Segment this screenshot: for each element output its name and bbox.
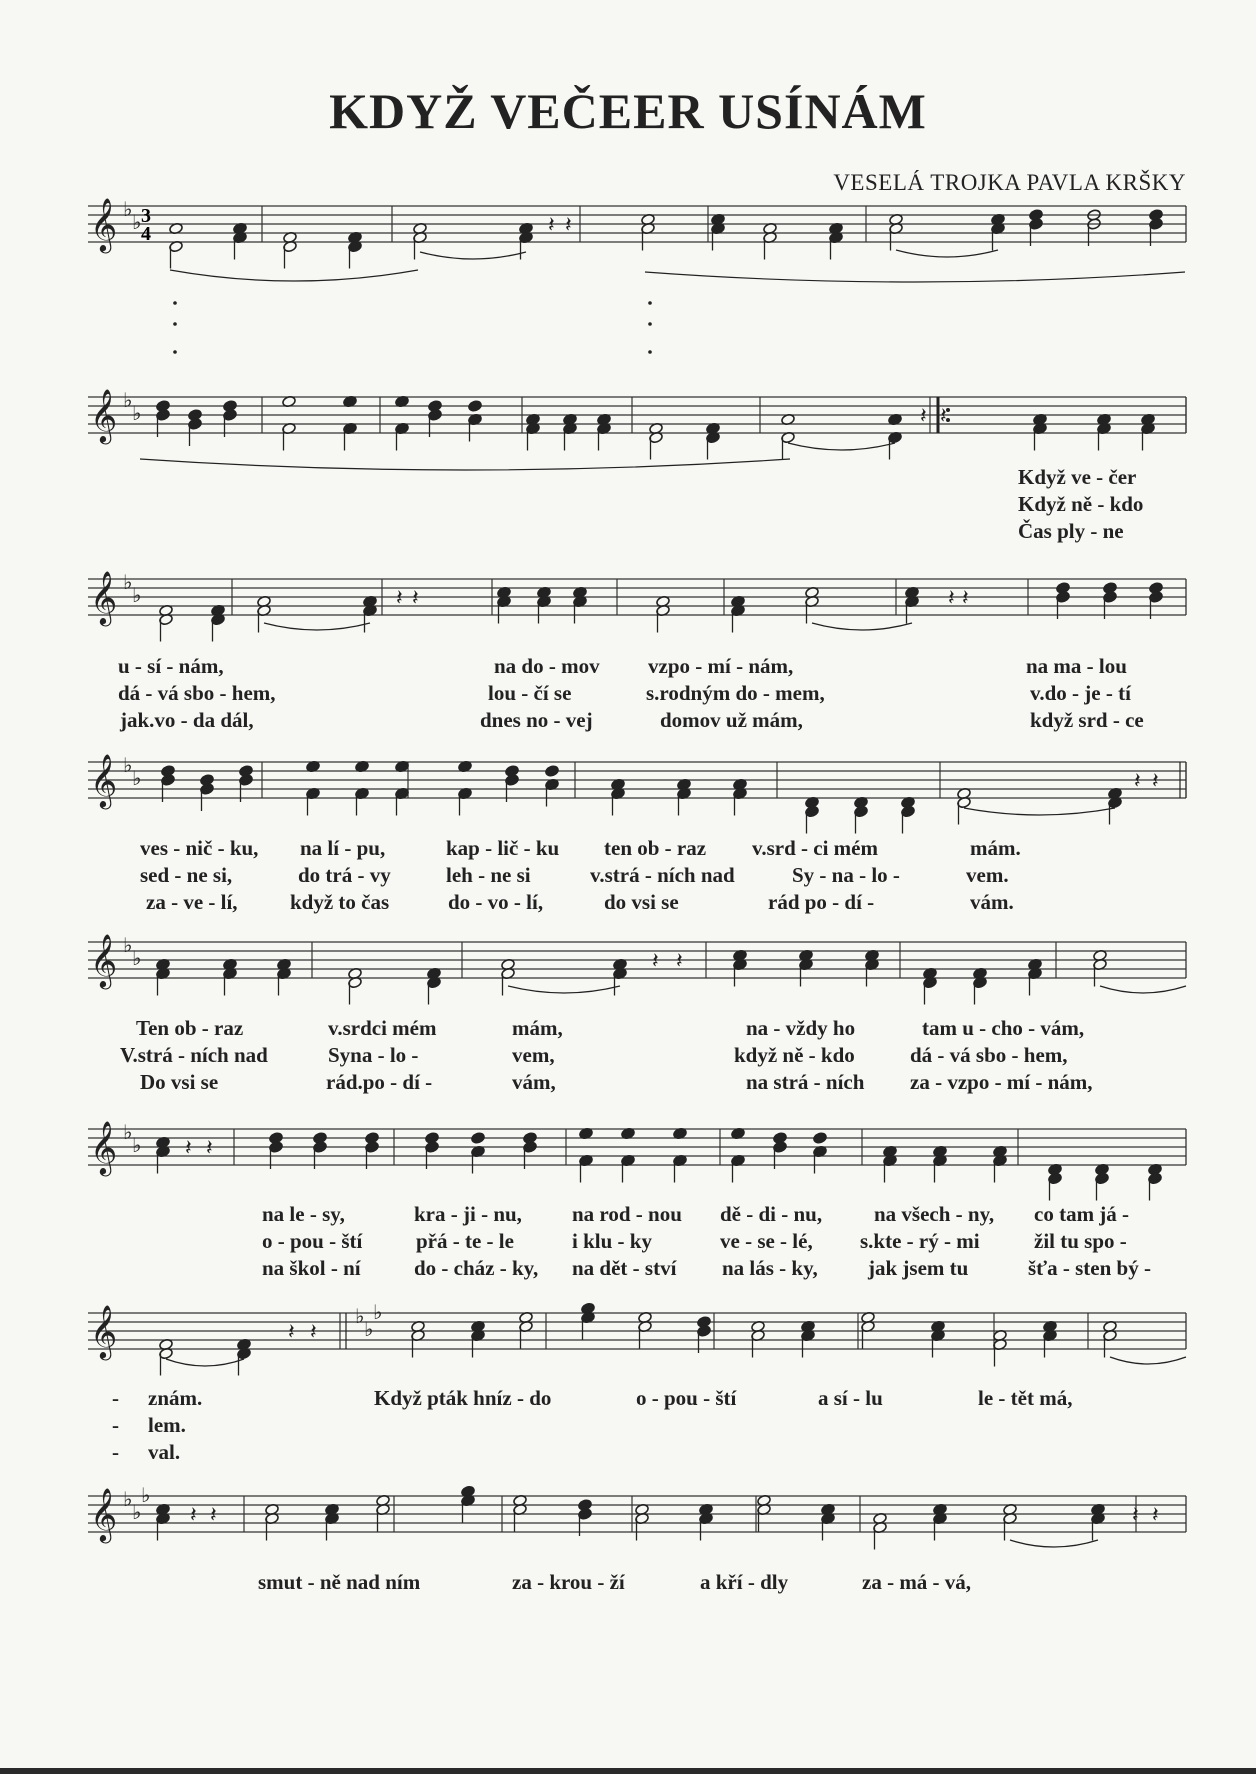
flat-sign-icon: ♭ (132, 766, 142, 790)
quarter-rest-icon: 𝄽 (676, 949, 683, 974)
lyric-phrase: za - má - vá, (862, 1570, 972, 1594)
note-head (471, 1132, 486, 1145)
lyric-phrase: vzpo - mí - nám, (648, 654, 794, 678)
quarter-rest-icon: 𝄽 (1132, 1503, 1139, 1528)
lyric-phrase: dá - vá sbo - hem, (910, 1043, 1068, 1067)
lyric-phrase: ves - nič - ku, (140, 836, 259, 860)
lyric-line (0, 1202, 1130, 1230)
lyric-line (0, 681, 1131, 709)
lyric-phrase: kra - ji - nu, (414, 1202, 522, 1226)
note-head (813, 1132, 828, 1145)
quarter-rest-icon: 𝄽 (940, 404, 947, 429)
tie (812, 623, 912, 630)
lyric-phrase: do - vo - lí, (448, 890, 544, 914)
lyric-phrase: val. (148, 1440, 181, 1464)
treble-clef-icon: 𝄞 (90, 197, 118, 251)
lyric-phrase: V.strá - ních nad (120, 1043, 268, 1067)
flat-sign-icon: ♭ (132, 946, 142, 970)
quarter-rest-icon: 𝄽 (920, 404, 927, 429)
lyric-phrase: na do - mov (494, 654, 600, 678)
quarter-rest-icon: 𝄽 (412, 586, 419, 611)
lyric-line (0, 492, 1144, 520)
lyric-phrase: Syna - lo - (328, 1043, 419, 1067)
flat-sign-icon: ♭ (355, 1304, 365, 1328)
lyric-phrase: leh - ne si (446, 863, 531, 887)
lyric-line (0, 1070, 1098, 1098)
tie (964, 808, 1115, 815)
lyric-phrase: vám, (512, 1070, 556, 1094)
quarter-rest-icon: 𝄽 (288, 1320, 295, 1345)
lyric-phrase: jak jsem tu (868, 1256, 969, 1280)
lyric-phrase: Ten ob - raz (136, 1016, 244, 1040)
lyric-phrase: a sí - lu (818, 1386, 883, 1410)
quarter-rest-icon: 𝄽 (210, 1503, 217, 1528)
time-signature-bottom: 4 (141, 223, 151, 245)
lyric-phrase: přá - te - le (416, 1229, 514, 1253)
treble-clef-icon: 𝄞 (90, 570, 118, 624)
note-head (545, 765, 560, 778)
flat-sign-icon: ♭ (132, 210, 142, 234)
lyric-line (0, 465, 1137, 493)
time-signature-top: 3 (141, 205, 151, 227)
lyric-phrase: mám, (512, 1016, 563, 1040)
lyric-phrase: šťa - sten bý - (1028, 1256, 1151, 1280)
lyric-phrase: o - pou - ští (636, 1386, 737, 1410)
lyric-line (0, 708, 1144, 736)
lyric-phrase: sed - ne si, (140, 863, 233, 887)
lyric-phrase: dě - di - nu, (720, 1202, 823, 1226)
flat-sign-icon: ♭ (123, 1487, 133, 1511)
flat-sign-icon: ♭ (132, 1500, 142, 1524)
quarter-rest-icon: 𝄽 (652, 949, 659, 974)
lyric-phrase: do - cház - ky, (414, 1256, 539, 1280)
lyric-phrase: na - vždy ho (746, 1016, 856, 1040)
quarter-rest-icon: 𝄽 (948, 586, 955, 611)
lyric-line (0, 1386, 1098, 1414)
lyric-phrase: co tam já - (1034, 1202, 1130, 1226)
dot (648, 301, 652, 305)
lyric-line (0, 863, 1098, 891)
dot (648, 322, 652, 326)
lyric-phrase: a kří - dly (700, 1570, 789, 1594)
dot (173, 350, 177, 354)
lyric-phrase: le - tět má, (978, 1386, 1073, 1410)
lyric-line (0, 519, 1124, 547)
lyric-phrase: tam u - cho - vám, (922, 1016, 1085, 1040)
lyric-phrase: rád.po - dí - (326, 1070, 433, 1094)
lyric-phrase: na rod - nou (572, 1202, 682, 1226)
lyric-phrase: na le - sy, (262, 1202, 345, 1226)
treble-clef-icon: 𝄞 (90, 933, 118, 987)
note-head (468, 400, 483, 413)
lyric-phrase: na dět - ství (572, 1256, 677, 1280)
quarter-rest-icon: 𝄽 (1152, 1503, 1159, 1528)
lyric-phrase: lou - čí se (488, 681, 572, 705)
quarter-rest-icon: 𝄽 (548, 213, 555, 238)
lyric-phrase: v.strá - ních nad (590, 863, 735, 887)
flat-sign-icon: ♭ (123, 933, 133, 957)
quarter-rest-icon: 𝄽 (565, 213, 572, 238)
flat-sign-icon: ♭ (123, 753, 133, 777)
flat-sign-icon: ♭ (141, 1483, 151, 1507)
lyric-phrase: - (112, 1386, 119, 1410)
lyric-phrase: dnes no - vej (480, 708, 593, 732)
lyric-phrase: když ně - kdo (734, 1043, 855, 1067)
treble-clef-icon: 𝄞 (90, 753, 118, 807)
lyric-line (0, 1256, 1151, 1284)
lyric-phrase: rád po - dí - (768, 890, 875, 914)
lyric-line (0, 1413, 1098, 1441)
lyric-phrase: na škol - ní (262, 1256, 361, 1280)
lyric-phrase: Když pták hníz - do (374, 1386, 552, 1410)
treble-clef-icon: 𝄞 (90, 1487, 118, 1541)
quarter-rest-icon: 𝄽 (1152, 769, 1159, 794)
lyric-phrase: smut - ně nad ním (258, 1570, 421, 1594)
lyric-phrase: mám. (970, 836, 1021, 860)
quarter-rest-icon: 𝄽 (396, 586, 403, 611)
lyric-phrase: Když ve - čer (1018, 465, 1137, 489)
lyric-phrase: i klu - ky (572, 1229, 652, 1253)
flat-sign-icon: ♭ (364, 1317, 374, 1341)
lyric-phrase: když srd - ce (1030, 708, 1144, 732)
lyric-phrase: za - krou - ží (512, 1570, 625, 1594)
tie (1100, 986, 1186, 993)
lyric-phrase: na ma - lou (1026, 654, 1127, 678)
tie (788, 443, 895, 450)
lyric-phrase: do vsi se (604, 890, 679, 914)
song-title: KDYŽ VEČEER USÍNÁM (329, 83, 927, 139)
lyric-line (0, 836, 1098, 864)
lyric-phrase: vám. (970, 890, 1014, 914)
treble-clef-icon: 𝄞 (90, 1120, 118, 1174)
lyric-phrase: vem, (512, 1043, 555, 1067)
lyric-line (0, 1043, 1098, 1071)
lyric-phrase: Do vsi se (140, 1070, 219, 1094)
flat-sign-icon: ♭ (123, 388, 133, 412)
treble-clef-icon: 𝄞 (90, 1304, 118, 1358)
lyric-phrase: na všech - ny, (874, 1202, 995, 1226)
lyric-phrase: vem. (966, 863, 1009, 887)
flat-sign-icon: ♭ (123, 1120, 133, 1144)
lyric-phrase: domov už mám, (660, 708, 803, 732)
lyric-phrase: dá - vá sbo - hem, (118, 681, 276, 705)
lyric-line (0, 890, 1098, 918)
lyric-phrase: lem. (148, 1413, 186, 1437)
dot (173, 322, 177, 326)
tie (1110, 1357, 1186, 1364)
flat-sign-icon: ♭ (132, 583, 142, 607)
quarter-rest-icon: 𝄽 (1134, 769, 1141, 794)
lyric-phrase: v.srd - ci mém (752, 836, 878, 860)
lyric-phrase: jak.vo - da dál, (120, 708, 254, 732)
phrase-slur (170, 270, 418, 281)
lyric-phrase: o - pou - ští (262, 1229, 363, 1253)
quarter-rest-icon: 𝄽 (962, 586, 969, 611)
lyric-phrase: ten ob - raz (604, 836, 707, 860)
lyric-phrase: u - sí - nám, (118, 654, 224, 678)
lyric-phrase: za - ve - lí, (146, 890, 238, 914)
scan-edge (0, 1768, 1256, 1774)
lyric-phrase: kap - lič - ku (446, 836, 560, 860)
tie (264, 623, 370, 630)
lyric-line (0, 1229, 1127, 1257)
flat-sign-icon: ♭ (132, 1133, 142, 1157)
composer-credit: VESELÁ TROJKA PAVLA KRŠKY (833, 170, 1186, 195)
flat-sign-icon: ♭ (373, 1300, 383, 1324)
tie (420, 252, 526, 259)
lyric-line (0, 1570, 1098, 1598)
lyric-phrase: na strá - ních (746, 1070, 865, 1094)
lyric-phrase: s.rodným do - mem, (646, 681, 825, 705)
lyric-phrase: Sy - na - lo - (792, 863, 900, 887)
lyric-phrase: za - vzpo - mí - nám, (910, 1070, 1093, 1094)
lyric-line (0, 654, 1127, 682)
phrase-slur (645, 272, 1185, 282)
lyric-line (0, 1440, 1098, 1468)
lyric-phrase: do trá - vy (298, 863, 391, 887)
tie (896, 250, 998, 257)
dot (173, 301, 177, 305)
treble-clef-icon: 𝄞 (90, 388, 118, 442)
lyric-phrase: v.srdci mém (328, 1016, 437, 1040)
flat-sign-icon: ♭ (123, 570, 133, 594)
lyric-phrase: na lás - ky, (722, 1256, 818, 1280)
lyric-phrase: s.kte - rý - mi (860, 1229, 980, 1253)
lyric-phrase: - (112, 1413, 119, 1437)
quarter-rest-icon: 𝄽 (185, 1136, 192, 1161)
quarter-rest-icon: 𝄽 (206, 1136, 213, 1161)
quarter-rest-icon: 𝄽 (310, 1320, 317, 1345)
lyric-phrase: Čas ply - ne (1018, 519, 1124, 543)
lyric-phrase: na lí - pu, (300, 836, 386, 860)
tie (508, 986, 620, 993)
lyric-phrase: Když ně - kdo (1018, 492, 1144, 516)
tie (166, 1359, 244, 1366)
lyric-phrase: - (112, 1440, 119, 1464)
flat-sign-icon: ♭ (132, 401, 142, 425)
lyric-phrase: žil tu spo - (1034, 1229, 1127, 1253)
quarter-rest-icon: 𝄽 (190, 1503, 197, 1528)
dot (648, 350, 652, 354)
flat-sign-icon: ♭ (123, 197, 133, 221)
tie (1010, 1540, 1098, 1547)
lyric-phrase: znám. (148, 1386, 203, 1410)
lyric-phrase: v.do - je - tí (1030, 681, 1131, 705)
lyric-phrase: když to čas (290, 890, 390, 914)
lyric-line (0, 1016, 1098, 1044)
lyric-phrase: ve - se - lé, (720, 1229, 813, 1253)
